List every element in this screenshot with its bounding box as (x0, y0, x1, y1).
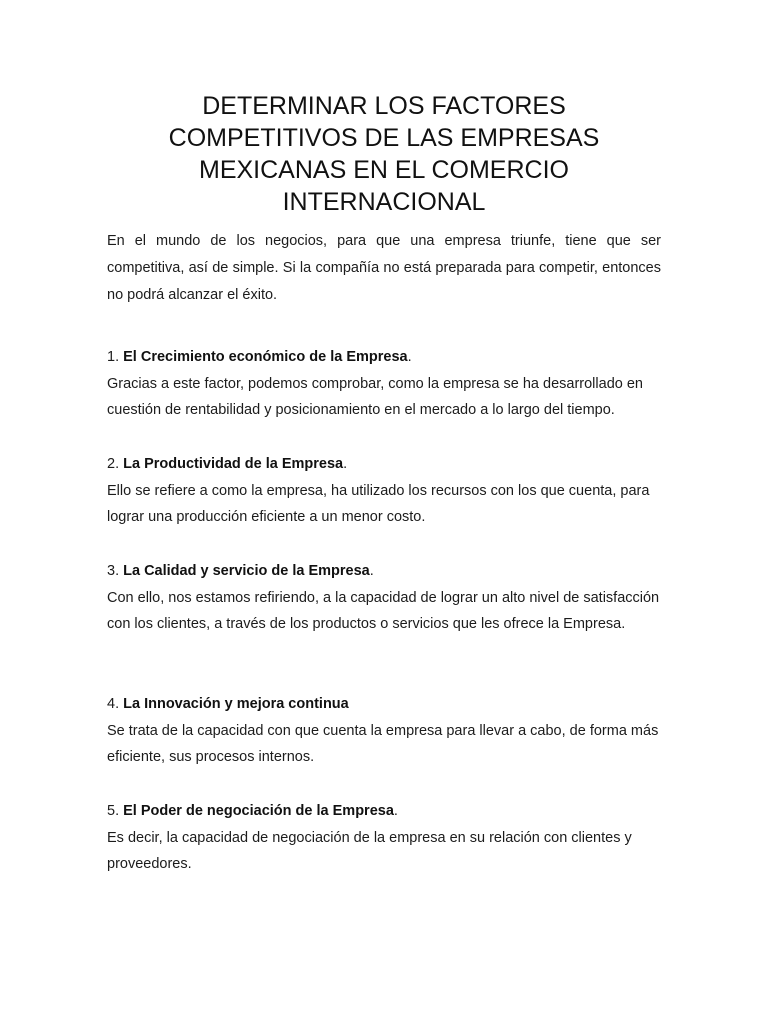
factor-section-1 (107, 344, 667, 424)
factor-section-2 (107, 451, 667, 531)
factor-heading (107, 344, 667, 371)
factor-heading (107, 451, 667, 478)
factor-description: Es decir, la capacidad de negociación de la empresa en su relación con clientes y proveedores. (107, 829, 632, 872)
factor-number: 1. (107, 349, 124, 365)
factor-section-3 (107, 558, 667, 638)
factor-number: 3. (107, 563, 124, 579)
factor-description: Se trata de la capacidad con que cuenta la empresa para llevar a cabo, de forma más eficiente, sus procesos internos. (107, 722, 659, 765)
factor-section-4 (107, 691, 667, 771)
intro-paragraph: En el mundo de los negocios, para que una empresa triunfe, tiene que ser competitiva, así de simple. Si la compañía no está preparada para competir, entonces no podrá alcanzar el éxito. (107, 233, 661, 303)
document-title: DETERMINAR LOS FACTORES COMPETITIVOS DE LAS EMPRESAS MEXICANAS EN EL COMERCIO INTERNACIONAL (168, 92, 600, 216)
factor-suffix: . (369, 563, 374, 579)
factor-name: La Calidad y servicio de la Empresa (123, 563, 370, 579)
factor-heading (107, 798, 667, 825)
factor-number: 2. (107, 456, 124, 472)
factor-section-5 (107, 798, 667, 878)
factor-name: El Poder de negociación de la Empresa (123, 803, 394, 819)
factor-suffix: . (393, 803, 398, 819)
factor-heading (107, 558, 667, 585)
factor-number: 5. (107, 803, 124, 819)
factor-name: El Crecimiento económico de la Empresa (123, 349, 408, 365)
factor-name: La Innovación y mejora continua (123, 696, 349, 712)
factor-number: 4. (107, 696, 124, 712)
factor-suffix: . (343, 456, 348, 472)
factor-name: La Productividad de la Empresa (123, 456, 344, 472)
factor-heading (107, 691, 667, 718)
factor-description: Ello se refiere a como la empresa, ha utilizado los recursos con los que cuenta, para lograr una producción eficiente a un menor costo. (107, 482, 650, 525)
factor-description: Gracias a este factor, podemos comprobar, como la empresa se ha desarrollado en cuestión de rentabilidad y posicionamiento en el mercado a lo largo del tiempo. (107, 375, 643, 418)
factor-description: Con ello, nos estamos refiriendo, a la capacidad de lograr un alto nivel de satisfacción con los clientes, a través de los productos o servicios que les ofrece la Empresa. (107, 589, 660, 632)
factor-suffix: . (407, 349, 412, 365)
